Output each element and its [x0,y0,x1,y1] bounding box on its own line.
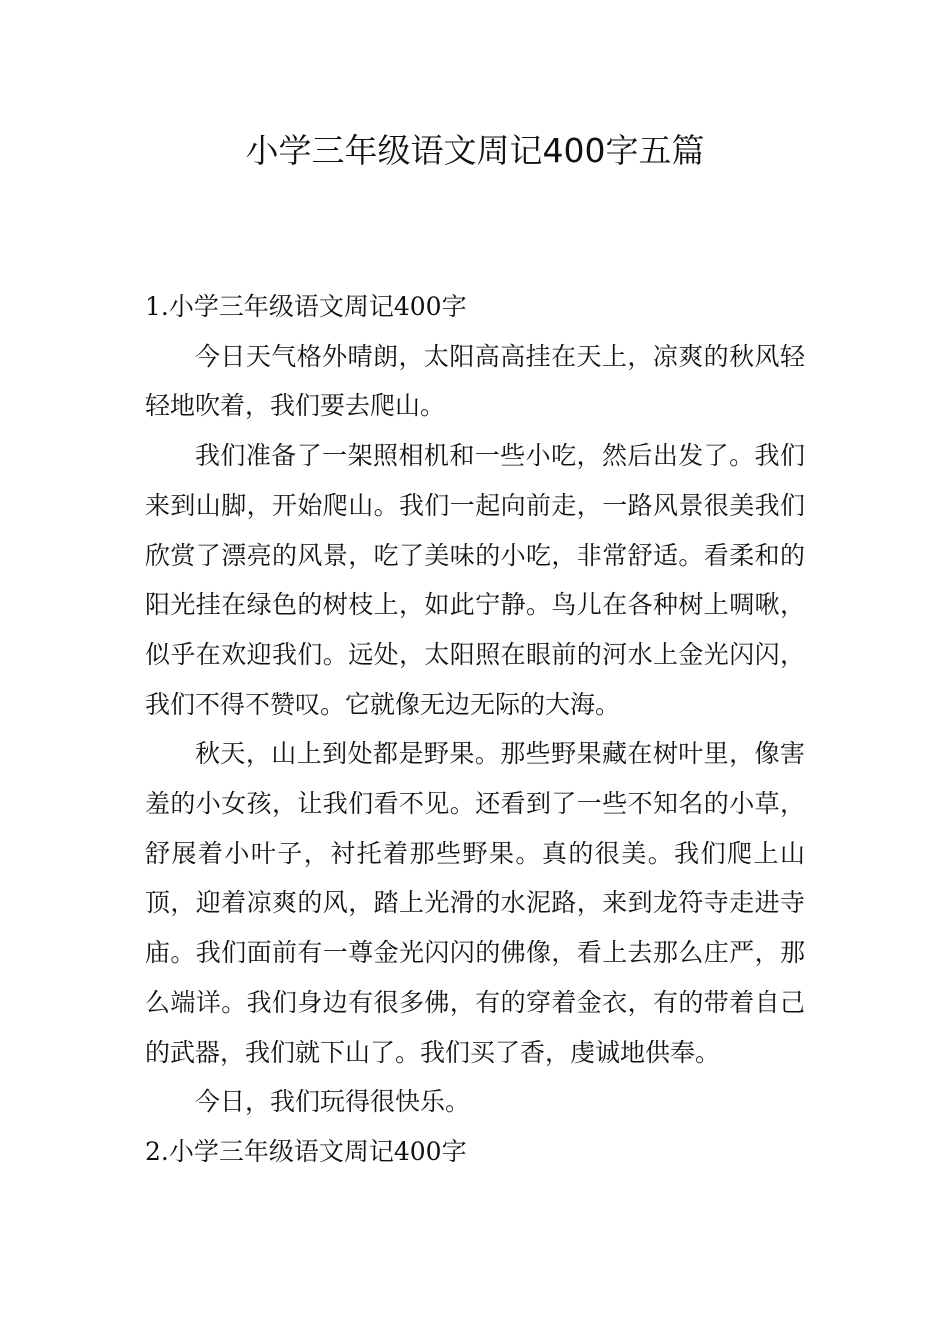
document-title: 小学三年级语文周记400字五篇 [245,131,705,170]
document-body [145,282,805,1177]
paragraph: 今日，我们玩得很快乐。 [195,1087,471,1117]
paragraph: 今日天气格外晴朗，太阳高高挂在天上，凉爽的秋风轻轻地吹着，我们要去爬山。 [145,341,805,421]
section-heading-2: 2.小学三年级语文周记400字 [145,1136,467,1166]
paragraph: 我们准备了一架照相机和一些小吃，然后出发了。我们来到山脚，开始爬山。我们一起向前走，一路风景很美我们欣赏了漂亮的风景，吃了美味的小吃，非常舒适。看柔和的阳光挂在绿色的树枝上，如此宁静。鸟儿在各种树上啁啾，似乎在欢迎我们。远处，太阳照在眼前的河水上金光闪闪，我们不得不赞叹。它就像无边无际的大海。 [145,441,805,719]
paragraph: 秋天，山上到处都是野果。那些野果藏在树叶里，像害羞的小女孩，让我们看不见。还看到了一些不知名的小草，舒展着小叶子，衬托着那些野果。真的很美。我们爬上山顶，迎着凉爽的风，踏上光滑的水泥路，来到龙符寺走进寺庙。我们面前有一尊金光闪闪的佛像，看上去那么庄严，那么端详。我们身边有很多佛，有的穿着金衣，有的带着自己的武器，我们就下山了。我们买了香，虔诚地供奉。 [145,739,805,1067]
section-heading-1: 1.小学三年级语文周记400字 [145,292,467,321]
